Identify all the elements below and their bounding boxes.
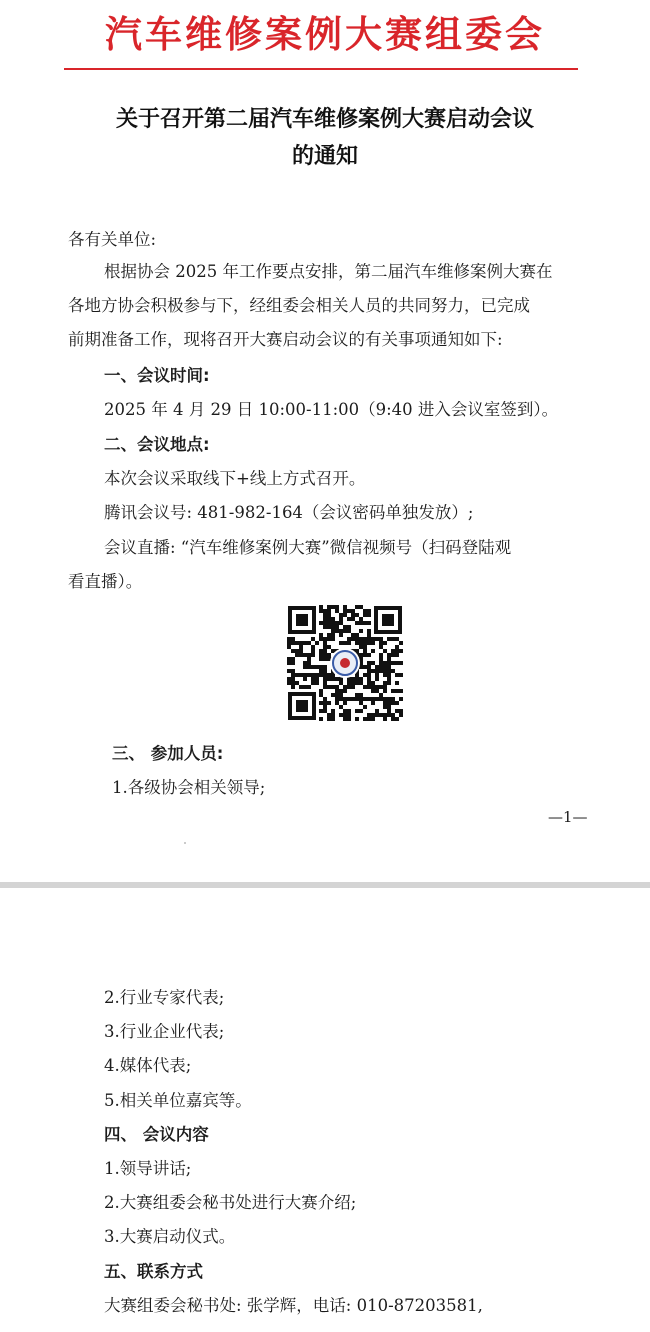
organization-name: 汽车维修案例大赛组委会	[105, 13, 545, 56]
section-heading-time: 一、会议时间:	[104, 366, 210, 385]
qr-code-icon[interactable]	[286, 604, 404, 722]
agenda-item: 1.领导讲话;	[104, 1159, 192, 1178]
agenda-item: 2.大赛组委会秘书处进行大赛介绍;	[104, 1193, 357, 1212]
contact-line: 大赛组委会秘书处: 张学辉，电话: 010-87203581,	[104, 1296, 483, 1315]
meeting-id: 腾讯会议号: 481-982-164（会议密码单独发放）;	[104, 503, 474, 522]
salutation: 各有关单位:	[68, 230, 157, 249]
attendee-item: 5.相关单位嘉宾等。	[104, 1091, 252, 1110]
letterhead-divider	[64, 68, 578, 70]
notice-title-line2: 的通知	[291, 144, 358, 169]
location-line-1: 本次会议采取线下+线上方式召开。	[104, 469, 366, 488]
section-heading-location: 二、会议地点:	[104, 435, 210, 454]
scan-speck	[184, 842, 186, 844]
section-heading-content: 四、 会议内容	[104, 1125, 209, 1144]
page-separator	[0, 882, 650, 888]
meeting-time: 2025 年 4 月 29 日 10:00-11:00（9:40 进入会议室签到）。	[104, 400, 559, 419]
section-heading-attendees: 三、 参加人员:	[112, 744, 224, 763]
attendee-item: 2.行业专家代表;	[104, 988, 225, 1007]
intro-line-1: 根据协会 2025 年工作要点安排，第二届汽车维修案例大赛在	[104, 262, 553, 281]
intro-line-3: 前期准备工作，现将召开大赛启动会议的有关事项通知如下:	[68, 330, 503, 349]
section-heading-contact: 五、联系方式	[104, 1262, 203, 1281]
livestream-line-2: 看直播）。	[68, 572, 143, 591]
intro-line-2: 各地方协会积极参与下，经组委会相关人员的共同努力，已完成	[68, 296, 530, 315]
livestream-line-1: 会议直播: “汽车维修案例大赛”微信视频号（扫码登陆观	[104, 538, 512, 557]
attendee-item: 4.媒体代表;	[104, 1056, 192, 1075]
notice-title-line1: 关于召开第二届汽车维修案例大赛启动会议	[115, 107, 534, 132]
attendee-item: 1.各级协会相关领导;	[112, 778, 266, 797]
page-number: —1—	[548, 808, 588, 826]
agenda-item: 3.大赛启动仪式。	[104, 1227, 236, 1246]
attendee-item: 3.行业企业代表;	[104, 1022, 225, 1041]
